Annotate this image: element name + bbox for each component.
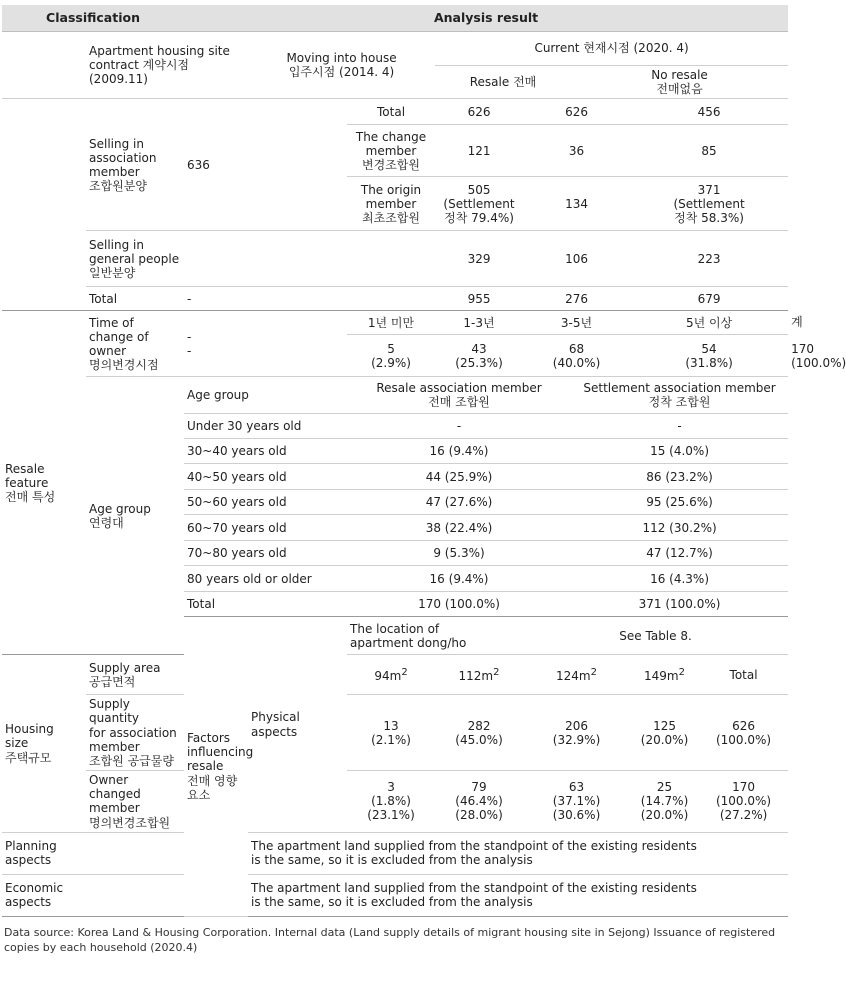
economic-aspects-label: Economic aspects — [2, 874, 184, 916]
general-moving: 329 — [435, 231, 523, 287]
planning-aspects-text: The apartment land supplied from the standpoint of the existing residents is the same, so it is excluded from the analysis — [248, 832, 788, 874]
change-member-resale: 36 — [523, 125, 630, 177]
time-value: 54 (31.8%) — [630, 335, 788, 377]
age-row-label: Under 30 years old — [184, 414, 347, 439]
age-row-settle: - — [571, 414, 788, 439]
age-row-settle: 15 (4.0%) — [571, 439, 788, 464]
owner-value: 79 (46.4%) (28.0%) — [435, 771, 523, 833]
age-row-resale: 38 (22.4%) — [347, 515, 571, 541]
area-94: $94m^2$ — [347, 655, 435, 695]
age-row-label: 50~60 years old — [184, 490, 347, 515]
total-contract: - — [184, 287, 347, 311]
time-of-change-dash: - - — [184, 311, 347, 377]
age-row-resale: 47 (27.6%) — [347, 490, 571, 515]
total-noresale: 679 — [630, 287, 788, 311]
age-row-label: Total — [184, 592, 347, 617]
assoc-contract: 636 — [184, 99, 347, 231]
assoc-total-moving: 626 — [435, 99, 523, 125]
resale-feature-label: Resale feature 전매 특성 — [2, 311, 86, 655]
age-row-resale: 44 (25.9%) — [347, 464, 571, 490]
qty-value: 282 (45.0%) — [435, 695, 523, 771]
current-header: Current 현재시점 (2020. 4) — [435, 32, 788, 66]
age-row-settle: 95 (25.6%) — [571, 490, 788, 515]
qty-value: 206 (32.9%) — [523, 695, 630, 771]
age-row-resale: - — [347, 414, 571, 439]
time-head: 1-3년 — [435, 311, 523, 335]
data-source-note: Data source: Korea Land & Housing Corporation. Internal data (Land supply details of migrant housing site in Sejong) Issuance of registered copies by each household (2020.4) — [4, 925, 776, 954]
age-row-resale: 16 (9.4%) — [347, 566, 571, 592]
planning-aspects-label: Planning aspects — [2, 832, 184, 874]
housing-size-label: Housing size 주택규모 — [2, 655, 86, 832]
analysis-table: Classification Analysis result Apartment housing site contract 계약시점 (2009.11) Moving into house 입주시점 (2014. 4) Current 현재시점 (2020. 4) Resale 전매 No resale 전매없음 Selling in association member 조합원분양 636 Total 626 626 456 The change member 변경조합원 121 36 85 The origin member 최초조합원 505 (Settlement 정착 79.4%) 134 371 (Settlement 정착 58.3%) Selling in general people 일반분양 329 106 223 Total - 955 276 679 Resale feature 전매 특성 Time of change of owner 명의변경시점 - - 1년 미만 1-3년 3-5년 5년 이상 계 5 (2.9%) 43 (25.3%) 68 (40.0%) 54 (31.8%) 170 (100.0%) Age group 연령대 Age group Resale association member 전매 조합원 Settlement association member 정착 조합원 Under 30 years old - - 30~40 years old 16 (9.4%) 15 (4.0%) 40~50 years old 44 (25.9%) 86 (23.2%) 50~60 years old 47 (27.6%) 95 (25.6%) 60~70 years old 38 (22.4%) 112 (30.2%) 70~80 years old 9 (5.3%) 47 (12.7%) 80 years old or older 16 (9.4%) 16 (4.3%) Total 170 (100.0%) 371 (100.0%) Factors influencing resale 전매 영향 요소 Physical aspects The location of apartment dong/ho See Table 8. Housing size 주택규모 Supply area 공급면적 $94m^2$ $112m^2$ $124m^2$ $149m^2$ Total Supply quantity for association member 조합원 공급물량 13 (2.1%) 282 (45.0%) 206 (32.9%) 125 (20.0%) 626 (100.0%) Owner changed member 명의변경조합원 3 (1.8%) (23.1%) 79 (46.4%) (28.0%) 63 (37.1%) (30.6%) 25 (14.7%) (20.0%) 170 (100.0%) (27.2%) Planning aspects The apartment land supplied from the standpoint of the existing residents is the same, so it is excluded from the analysis Economic aspects The apartment land supplied from the standpoint of the existing residents is the same, so it is excluded from the analysis — [2, 5, 788, 917]
origin-member-resale: 134 — [523, 177, 630, 231]
owner-value: 63 (37.1%) (30.6%) — [523, 771, 630, 833]
resale-header: Resale 전매 — [435, 66, 571, 99]
general-noresale: 223 — [630, 231, 788, 287]
noresale-header: No resale 전매없음 — [571, 66, 788, 99]
assoc-total-noresale: 456 — [630, 99, 788, 125]
settle-member-head: Settlement association member 정착 조합원 — [571, 377, 788, 414]
location-label: The location of apartment dong/ho — [347, 617, 523, 655]
factors-label: Factors influencing resale 전매 영향 요소 — [184, 617, 248, 916]
age-row-resale: 9 (5.3%) — [347, 541, 571, 566]
assoc-total-resale: 626 — [523, 99, 630, 125]
total-label: Total — [86, 287, 184, 311]
qty-value: 626 (100.0%) — [699, 695, 788, 771]
supply-quantity-label: Supply quantity for association member 조합원 공급물량 — [86, 695, 184, 771]
change-member-noresale: 85 — [630, 125, 788, 177]
age-row-settle: 47 (12.7%) — [571, 541, 788, 566]
origin-member-moving: 505 (Settlement 정착 79.4%) — [435, 177, 523, 231]
age-row-settle: 16 (4.3%) — [571, 566, 788, 592]
location-value: See Table 8. — [523, 617, 788, 655]
total-resale: 276 — [523, 287, 630, 311]
origin-member-label: The origin member 최초조합원 — [347, 177, 435, 231]
economic-aspects-text: The apartment land supplied from the standpoint of the existing residents is the same, so it is excluded from the analysis — [248, 874, 788, 916]
age-row-label: 70~80 years old — [184, 541, 347, 566]
time-value: 5 (2.9%) — [347, 335, 435, 377]
age-row-settle: 112 (30.2%) — [571, 515, 788, 541]
supply-area-label: Supply area 공급면적 — [86, 655, 184, 695]
age-head: Age group — [184, 377, 347, 414]
analysis-result-header: Analysis result — [184, 5, 788, 32]
total-moving: 955 — [435, 287, 523, 311]
contract-header: Apartment housing site contract 계약시점 (2009.11) — [86, 32, 248, 99]
age-row-resale: 170 (100.0%) — [347, 592, 571, 617]
age-row-label: 40~50 years old — [184, 464, 347, 490]
time-value: 43 (25.3%) — [435, 335, 523, 377]
change-member-moving: 121 — [435, 125, 523, 177]
age-group-label: Age group 연령대 — [86, 377, 184, 655]
general-resale: 106 — [523, 231, 630, 287]
table-header-row — [2, 5, 788, 32]
qty-value: 125 (20.0%) — [630, 695, 699, 771]
moving-header: Moving into house 입주시점 (2014. 4) — [248, 32, 435, 99]
qty-value: 13 (2.1%) — [347, 695, 435, 771]
general-label: Selling in general people 일반분양 — [86, 231, 184, 287]
area-total: Total — [699, 655, 788, 695]
assoc-label: Selling in association member 조합원분양 — [86, 99, 184, 231]
time-head: 5년 이상 — [630, 311, 788, 335]
age-row-resale: 16 (9.4%) — [347, 439, 571, 464]
owner-value: 3 (1.8%) (23.1%) — [347, 771, 435, 833]
time-value: 68 (40.0%) — [523, 335, 630, 377]
age-row-label: 80 years old or older — [184, 566, 347, 592]
physical-aspects-label: Physical aspects — [248, 617, 347, 832]
origin-member-noresale: 371 (Settlement 정착 58.3%) — [630, 177, 788, 231]
assoc-total-label: Total — [347, 99, 435, 125]
area-124: $124m^2$ — [523, 655, 630, 695]
owner-value: 25 (14.7%) (20.0%) — [630, 771, 699, 833]
age-row-label: 60~70 years old — [184, 515, 347, 541]
resale-member-head: Resale association member 전매 조합원 — [347, 377, 571, 414]
owner-changed-label: Owner changed member 명의변경조합원 — [86, 771, 184, 833]
area-149: $149m^2$ — [630, 655, 699, 695]
classification-header: Classification — [2, 5, 184, 32]
age-row-label: 30~40 years old — [184, 439, 347, 464]
area-112: $112m^2$ — [435, 655, 523, 695]
time-head: 1년 미만 — [347, 311, 435, 335]
time-head: 3-5년 — [523, 311, 630, 335]
change-member-label: The change member 변경조합원 — [347, 125, 435, 177]
time-of-change-label: Time of change of owner 명의변경시점 — [86, 311, 184, 377]
age-row-settle: 86 (23.2%) — [571, 464, 788, 490]
owner-value: 170 (100.0%) (27.2%) — [699, 771, 788, 833]
age-row-settle: 371 (100.0%) — [571, 592, 788, 617]
